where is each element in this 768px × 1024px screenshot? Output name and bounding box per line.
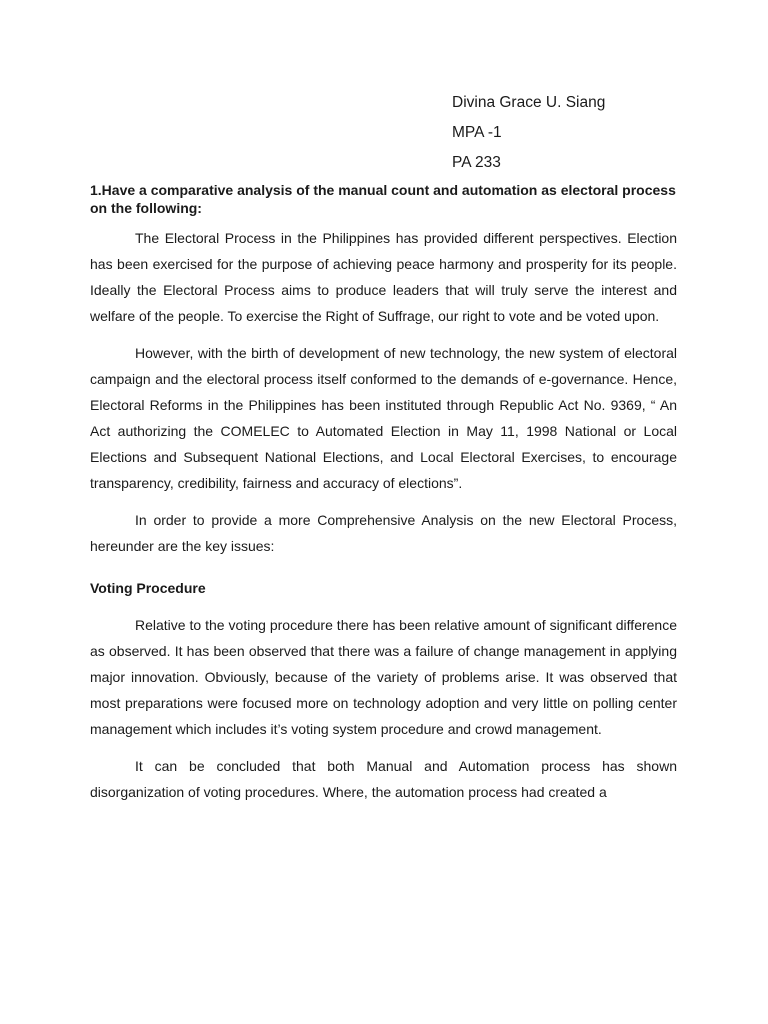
paragraph-voting-procedure: Relative to the voting procedure there has been relative amount of significant difference as observed. It has been observed that there was a failure of change management in applying major innovation. Obviously, because of the variety of problems arise. It was observed that most preparations were focused more on technology adoption and very little on polling center management which includes it’s voting system procedure and crowd management. [90,617,677,737]
course-label: PA 233 [452,154,501,171]
section-heading-voting-procedure: Voting Procedure [90,580,206,596]
program-label: MPA -1 [452,124,502,141]
author-header [452,88,742,178]
author-name: Divina Grace U. Siang [452,94,606,111]
paragraph-electoral-process: The Electoral Process in the Philippines has provided different perspectives. Election has been exercised for the purpose of achieving peace harmony and prosperity for its people. Ideally the Electoral Process aims to produce leaders that will truly serve the interest and welfare of the people. To exercise the Right of Suffrage, our right to vote and be voted upon. [90,230,677,324]
paragraph-technology: However, with the birth of development of new technology, the new system of electoral campaign and the electoral process itself conformed to the demands of e-governance. Hence, Electoral Reforms in the Philippines has been instituted through Republic Act No. 9369, “ An Act authorizing the COMELEC to Automated Election in May 11, 1998 National or Local Elections and Subsequent National Elections, and Local Electoral Exercises, to encourage transparency, credibility, fairness and accuracy of elections”. [90,345,677,491]
document-body [90,181,677,816]
paragraph-conclusion: It can be concluded that both Manual and Automation process has shown disorganization of voting procedures. Where, the automation process had created a [90,758,677,800]
paragraph-key-issues: In order to provide a more Comprehensive Analysis on the new Electoral Process, hereunder are the key issues: [90,512,677,554]
question-heading: 1.Have a comparative analysis of the manual count and automation as electoral process on the following: [90,182,676,216]
